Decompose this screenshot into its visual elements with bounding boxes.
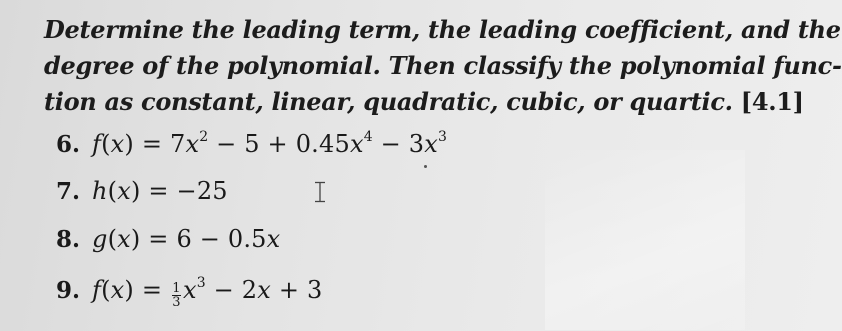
exponent: 2 <box>199 129 209 145</box>
ink-speck <box>424 165 427 168</box>
variable: x <box>257 276 271 304</box>
paper-sheen <box>545 150 745 330</box>
problem-9-expression: f(x) = $\frac{1}{3}$ $x^3 - 2x + 3$ <box>92 275 323 310</box>
variable: x <box>117 177 131 205</box>
instructions-text <box>44 12 842 120</box>
variable: x <box>110 276 125 304</box>
variable: x <box>117 225 131 253</box>
problem-6 <box>56 130 447 166</box>
variable: x <box>266 225 281 253</box>
term: − 2 <box>205 276 258 304</box>
term: −25 <box>176 177 228 205</box>
exponent: 3 <box>196 275 206 291</box>
problem-8-expression: g(x) = 6 − 0.5x <box>92 225 281 253</box>
variable: x <box>110 130 125 158</box>
problem-7-expression: h(x) = −25 <box>92 177 228 205</box>
problem-number: 6. <box>56 131 81 158</box>
instructions-line-1: Determine the leading term, the leading coefficient, and the <box>44 15 841 44</box>
term: − 5 + 0.45 <box>208 130 350 158</box>
problem-8 <box>56 225 280 261</box>
fraction-denominator: 3 <box>172 295 181 310</box>
section-reference: [4.1] <box>740 87 804 116</box>
function-name: f <box>92 130 102 158</box>
fraction-numerator: 1 <box>172 281 181 296</box>
term: − 3 <box>372 130 425 158</box>
variable: x <box>185 130 200 158</box>
variable: x <box>182 276 197 304</box>
problem-number: 7. <box>56 178 81 205</box>
instructions-line-2: degree of the polynomial. Then classify the polynomial func- <box>44 51 842 80</box>
term: 6 − 0.5 <box>176 225 267 253</box>
function-name: h <box>92 177 108 205</box>
variable: x <box>424 130 438 158</box>
exponent: 4 <box>363 129 373 145</box>
term: + 3 <box>271 276 323 304</box>
exponent: 3 <box>438 129 448 145</box>
problem-number: 8. <box>56 226 81 253</box>
variable: x <box>349 130 364 158</box>
problem-9 <box>56 276 322 312</box>
text-cursor-icon <box>313 181 327 203</box>
problem-6-expression: $f(x) = 7x^2 - 5 + 0.45x^4 - 3x^3$ <box>92 129 448 158</box>
function-name: g <box>92 225 108 253</box>
term: 7 <box>169 130 186 158</box>
function-name: f <box>92 276 102 304</box>
fraction <box>172 282 181 309</box>
problem-7 <box>56 177 228 213</box>
instructions-line-3-text: tion as constant, linear, quadratic, cubic, or quartic. <box>44 87 733 116</box>
instructions-line-3 <box>44 84 804 120</box>
problem-number: 9. <box>56 277 81 304</box>
